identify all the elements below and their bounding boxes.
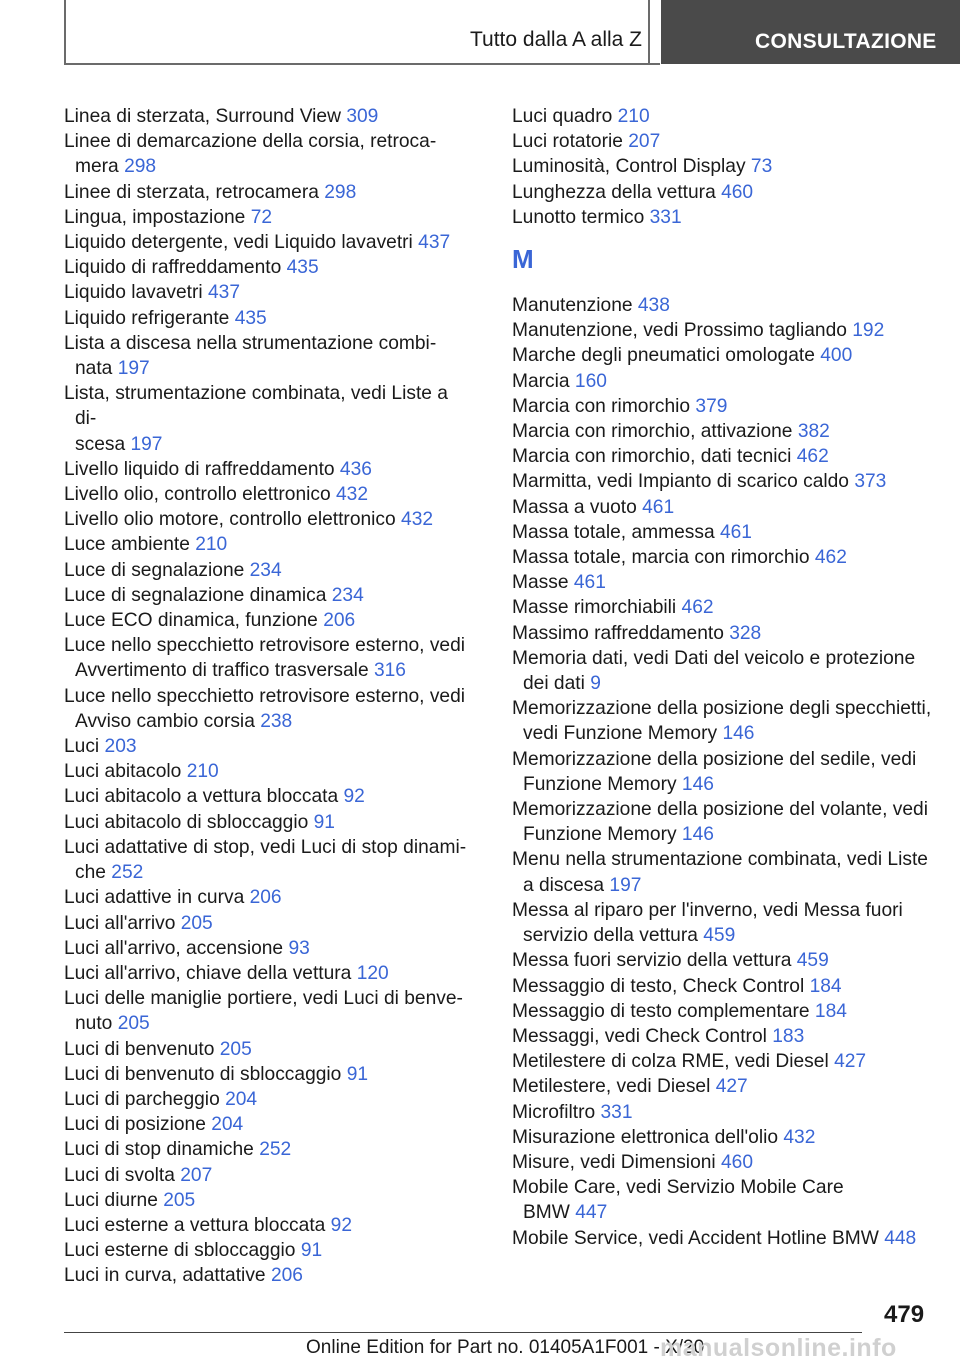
index-entry-term: Masse: [512, 572, 569, 594]
index-entry-term: Luminosità, Control Display: [512, 156, 746, 178]
index-entry-term: Linee di demarcazione della corsia, retroca- mera: [64, 131, 437, 178]
index-entry: [512, 1175, 932, 1225]
index-entry-term: Memorizzazione della posizione del sedile, vedi Funzione Memory: [512, 748, 917, 795]
index-entry-term: Memoria dati, vedi Dati del veicolo e protezione dei dati: [512, 647, 916, 695]
chapter-tab[interactable]: [661, 0, 960, 64]
index-entry-term: Luci di svolta: [64, 1164, 175, 1186]
index-entry: [512, 129, 932, 154]
index-entry: [512, 318, 932, 343]
index-entry-term: Liquido detergente, vedi Liquido lavavetri: [64, 232, 413, 254]
index-entry: [512, 545, 932, 570]
page-reference-link[interactable]: 9: [590, 673, 601, 695]
index-entry-term: Mobile Service, vedi Accident Hotline BMW: [512, 1227, 879, 1249]
index-entry-term: Luci di stop dinamiche: [64, 1139, 254, 1161]
index-entry: [64, 885, 474, 910]
index-entry: [64, 230, 474, 255]
index-entry-term: Marcia con rimorchio, attivazione: [512, 421, 793, 443]
index-entry: [64, 1112, 474, 1137]
page-reference-link[interactable]: 400: [820, 345, 853, 367]
index-entry: [512, 495, 932, 520]
index-entry-term: Messaggio di testo complementare: [512, 1000, 810, 1022]
index-entry-term: Messa al riparo per l'inverno, vedi Messa fuori servizio della vettura: [512, 899, 903, 947]
page-reference-link[interactable]: 197: [117, 358, 150, 380]
index-entry: [512, 570, 932, 595]
index-entry: [64, 532, 474, 557]
index-entry-term: Linea di sterzata, Surround View: [64, 106, 341, 127]
index-entry-term: Messaggio di testo, Check Control: [512, 975, 805, 997]
index-entry: [64, 810, 474, 835]
index-entry-term: Lunotto termico: [512, 206, 645, 228]
page-reference-link[interactable]: 437: [208, 282, 241, 304]
index-entry-term: Liquido di raffreddamento: [64, 257, 282, 279]
index-entry: [64, 205, 474, 230]
page-reference-link[interactable]: 438: [637, 295, 670, 317]
index-column-left: [64, 104, 474, 1289]
index-entry-term: Luci all'arrivo, accensione: [64, 937, 284, 959]
index-group-l-continued: [512, 104, 932, 230]
index-entry: [512, 293, 932, 318]
page-reference-link[interactable]: 331: [600, 1101, 633, 1123]
page-reference-link[interactable]: 204: [211, 1114, 244, 1136]
index-entry: [64, 1087, 474, 1112]
page-reference-link[interactable]: 207: [628, 131, 661, 153]
index-entry-term: Luce nello specchietto retrovisore esterno, vedi Avvertimento di traffico trasversale: [64, 635, 466, 682]
index-entry: [64, 911, 474, 936]
index-entry: [64, 1263, 474, 1288]
index-entry: [512, 847, 932, 897]
page-reference-link[interactable]: 460: [721, 181, 754, 203]
page-reference-link[interactable]: 91: [300, 1240, 323, 1262]
index-entry: [512, 797, 932, 847]
page-reference-link[interactable]: 210: [195, 534, 228, 556]
page-reference-link[interactable]: 203: [104, 736, 137, 758]
page-reference-link[interactable]: 461: [719, 521, 752, 543]
index-entry: [64, 457, 474, 482]
page-reference-link[interactable]: 93: [288, 937, 310, 959]
index-entry: [64, 306, 474, 331]
index-entry-term: Luci abitacolo a vettura bloccata: [64, 786, 339, 808]
watermark-logo: manualsonline.info: [660, 1334, 897, 1362]
page-reference-link[interactable]: 460: [721, 1151, 754, 1173]
index-entry-term: Menu nella strumentazione combinata, vedi Liste a discesa: [512, 849, 928, 896]
index-entry-term: Massimo raffreddamento: [512, 622, 724, 644]
index-entry-term: Mobile Care, vedi Servizio Mobile Care BMW: [512, 1177, 844, 1224]
page-reference-link[interactable]: 328: [729, 622, 762, 644]
page-reference-link[interactable]: 432: [783, 1126, 816, 1148]
index-entry-term: Luci all'arrivo, chiave della vettura: [64, 962, 352, 984]
page-reference-link[interactable]: 447: [575, 1202, 608, 1224]
index-entry: [512, 999, 932, 1024]
page-reference-link[interactable]: 234: [331, 584, 364, 606]
index-entry: [64, 1188, 474, 1213]
page-reference-link[interactable]: 373: [854, 471, 887, 493]
index-entry: [512, 369, 932, 394]
index-entry-term: Luci di benvenuto: [64, 1038, 215, 1060]
page-reference-link[interactable]: 184: [809, 975, 842, 997]
index-entry: [512, 394, 932, 419]
index-entry-term: Metilestere di colza RME, vedi Diesel: [512, 1051, 829, 1073]
index-entry-term: Livello olio, controllo elettronico: [64, 484, 331, 506]
index-entry-term: Marcia con rimorchio, dati tecnici: [512, 446, 792, 468]
index-entry: [512, 343, 932, 368]
page-reference-link[interactable]: 205: [163, 1189, 196, 1211]
page-reference-link[interactable]: 146: [681, 773, 714, 795]
index-entry-term: Manutenzione, vedi Prossimo tagliando: [512, 320, 847, 342]
page-reference-link[interactable]: 432: [335, 484, 368, 506]
index-entry-term: Marcia con rimorchio: [512, 395, 691, 417]
page-reference-link[interactable]: 298: [324, 181, 357, 203]
index-entry-term: Lista a discesa nella strumentazione combi- nata: [64, 332, 437, 380]
index-entry-term: Luci all'arrivo: [64, 912, 176, 934]
page-reference-link[interactable]: 379: [695, 395, 728, 417]
index-entry: [512, 595, 932, 620]
index-entry: [64, 759, 474, 784]
page-reference-link[interactable]: 183: [772, 1025, 805, 1047]
index-entry: [64, 961, 474, 986]
index-entry-term: Luci in curva, adattative: [64, 1265, 266, 1287]
index-entry-term: Messa fuori servizio della vettura: [512, 950, 792, 972]
page-reference-link[interactable]: 91: [346, 1063, 369, 1085]
page-reference-link[interactable]: 252: [111, 862, 144, 884]
index-entry: [512, 974, 932, 999]
header-rule-left: [64, 0, 66, 64]
index-entry-term: Marche degli pneumatici omologate: [512, 345, 815, 367]
index-entry-term: Luci adattative di stop, vedi Luci di stop dinami- che: [64, 836, 467, 884]
index-entry: [512, 419, 932, 444]
index-entry: [512, 1226, 932, 1251]
page-reference-link[interactable]: 72: [250, 206, 273, 228]
index-entry: [64, 482, 474, 507]
index-entry-term: Livello liquido di raffreddamento: [64, 458, 335, 480]
page-reference-link[interactable]: 435: [286, 257, 319, 279]
page-reference-link[interactable]: 210: [617, 106, 650, 127]
page-reference-link[interactable]: 432: [401, 509, 434, 531]
index-entry-term: Massa totale, ammessa: [512, 521, 715, 543]
index-entry: [64, 784, 474, 809]
index-entry: [64, 936, 474, 961]
page-reference-link[interactable]: 252: [259, 1139, 292, 1161]
section-title: Tutto dalla A alla Z: [470, 28, 642, 51]
page-number: 479: [884, 1301, 925, 1328]
index-entry: [512, 154, 932, 179]
page-reference-link[interactable]: 461: [573, 572, 606, 594]
index-entry-term: Luci abitacolo: [64, 761, 182, 783]
page-reference-link[interactable]: 462: [681, 597, 714, 619]
index-entry: [512, 1024, 932, 1049]
page-reference-link[interactable]: 437: [418, 232, 451, 254]
page-reference-link[interactable]: 309: [346, 106, 379, 127]
page-reference-link[interactable]: 92: [343, 786, 365, 808]
index-group-m: [512, 293, 932, 1251]
index-entry-term: Massa a vuoto: [512, 496, 637, 518]
index-entry: [64, 280, 474, 305]
index-entry-term: Memorizzazione della posizione degli specchietti, vedi Funzione Memory: [512, 698, 932, 745]
index-entry-term: Luci diurne: [64, 1189, 158, 1211]
index-entry: [512, 520, 932, 545]
page-reference-link[interactable]: 427: [715, 1076, 748, 1098]
index-entry: [512, 1100, 932, 1125]
index-entry-term: Luci esterne a vettura bloccata: [64, 1214, 326, 1236]
index-entry-term: Manutenzione: [512, 295, 633, 317]
index-entry: [512, 1074, 932, 1099]
index-entry: [64, 1037, 474, 1062]
header-rule-bottom: [64, 63, 660, 65]
index-entry-term: Memorizzazione della posizione del volante, vedi Funzione Memory: [512, 799, 928, 846]
section-letter-heading: M: [512, 244, 534, 275]
index-entry-term: Lingua, impostazione: [64, 206, 246, 228]
index-entry: [512, 1049, 932, 1074]
index-entry: [64, 1238, 474, 1263]
page-reference-link[interactable]: 382: [797, 421, 830, 443]
index-entry-term: Misurazione elettronica dell'olio: [512, 1126, 779, 1148]
index-entry-term: Marmitta, vedi Impianto di scarico caldo: [512, 471, 849, 493]
index-entry: [64, 104, 474, 129]
index-entry-term: Luci di benvenuto di sbloccaggio: [64, 1063, 342, 1085]
index-entry: [512, 747, 932, 797]
index-entry: [64, 1163, 474, 1188]
page-reference-link[interactable]: 427: [834, 1051, 867, 1073]
index-entry-term: Lista, strumentazione combinata, vedi Liste a di- scesa: [64, 383, 448, 455]
index-entry-term: Livello olio motore, controllo elettronico: [64, 509, 396, 531]
index-entry: [64, 331, 474, 381]
page-reference-link[interactable]: 160: [574, 370, 607, 392]
index-entry: [64, 129, 474, 179]
page-reference-link[interactable]: 207: [180, 1164, 213, 1186]
page-reference-link[interactable]: 146: [722, 723, 755, 745]
index-entry-term: Metilestere, vedi Diesel: [512, 1076, 711, 1098]
index-entry: [64, 734, 474, 759]
index-entry-term: Luce nello specchietto retrovisore esterno, vedi Avviso cambio corsia: [64, 685, 466, 732]
index-entry: [64, 1213, 474, 1238]
index-entry-term: Luci di parcheggio: [64, 1088, 220, 1110]
header-rule-divider: [648, 0, 650, 64]
page-reference-link[interactable]: 184: [814, 1000, 847, 1022]
index-entry-term: Misure, vedi Dimensioni: [512, 1151, 716, 1173]
page-reference-link[interactable]: 435: [234, 307, 267, 329]
index-entry: [64, 608, 474, 633]
page-reference-link[interactable]: 331: [649, 206, 682, 228]
index-entry-term: Luce di segnalazione dinamica: [64, 584, 327, 606]
page-reference-link[interactable]: 120: [356, 962, 389, 984]
page-reference-link[interactable]: 73: [750, 156, 773, 178]
index-entry-term: Lunghezza della vettura: [512, 181, 716, 203]
index-entry: [64, 255, 474, 280]
index-entry: [512, 898, 932, 948]
index-entry-term: Luce ambiente: [64, 534, 190, 556]
page-reference-link[interactable]: 234: [249, 559, 282, 581]
page-reference-link[interactable]: 210: [186, 761, 219, 783]
index-entry: [512, 205, 932, 230]
page-reference-link[interactable]: 462: [814, 547, 847, 569]
index-entry: [512, 104, 932, 129]
index-entry-term: Luci adattive in curva: [64, 887, 245, 909]
page-reference-link[interactable]: 461: [642, 496, 675, 518]
footer-rule: [64, 1332, 862, 1333]
page-reference-link[interactable]: 92: [330, 1214, 353, 1236]
index-entry-term: Liquido refrigerante: [64, 307, 230, 329]
page-reference-link[interactable]: 206: [323, 610, 356, 632]
page-reference-link[interactable]: 146: [681, 824, 714, 846]
index-entry-term: Masse rimorchiabili: [512, 597, 677, 619]
index-entry-term: Linee di sterzata, retrocamera: [64, 181, 319, 203]
index-entry-term: Messaggi, vedi Check Control: [512, 1025, 767, 1047]
index-entry-term: Luce ECO dinamica, funzione: [64, 610, 318, 632]
index-entry-term: Luci quadro: [512, 106, 613, 127]
index-entry-term: Luci delle maniglie portiere, vedi Luci di benve- nuto: [64, 988, 463, 1035]
page-reference-link[interactable]: 298: [124, 156, 157, 178]
index-entry: [512, 180, 932, 205]
index-entry: [512, 948, 932, 973]
page-reference-link[interactable]: 459: [796, 950, 829, 972]
chapter-tab-label: CONSULTAZIONE: [755, 30, 937, 53]
index-entry-term: Luci rotatorie: [512, 131, 623, 153]
index-column-right: [512, 104, 932, 1251]
page-reference-link[interactable]: 91: [313, 811, 335, 833]
page-reference-link[interactable]: 197: [130, 433, 163, 455]
index-entry-term: Massa totale, marcia con rimorchio: [512, 547, 810, 569]
page-reference-link[interactable]: 462: [796, 446, 829, 468]
page-reference-link[interactable]: 197: [609, 874, 642, 896]
page-reference-link[interactable]: 436: [339, 458, 372, 480]
index-entry: [512, 469, 932, 494]
page-reference-link[interactable]: 204: [225, 1088, 258, 1110]
index-entry: [64, 381, 474, 457]
page-reference-link[interactable]: 238: [260, 710, 293, 732]
page-reference-link[interactable]: 205: [117, 1013, 150, 1035]
index-entry: [64, 1137, 474, 1162]
index-entry: [512, 646, 932, 696]
index-entry: [64, 507, 474, 532]
index-entry-term: Marcia: [512, 370, 570, 392]
index-entry: [64, 835, 474, 885]
page-reference-link[interactable]: 205: [180, 912, 213, 934]
index-entry: [64, 180, 474, 205]
index-entry-term: Luci esterne di sbloccaggio: [64, 1240, 296, 1262]
page-reference-link[interactable]: 206: [249, 887, 282, 909]
page-reference-link[interactable]: 448: [884, 1227, 917, 1249]
index-entry: [64, 558, 474, 583]
index-entry: [512, 444, 932, 469]
page-reference-link[interactable]: 316: [373, 660, 406, 682]
index-entry: [512, 621, 932, 646]
index-entry: [512, 1150, 932, 1175]
index-entry-term: Microfiltro: [512, 1101, 596, 1123]
index-entry-term: Luci: [64, 736, 100, 758]
page-reference-link[interactable]: 205: [219, 1038, 252, 1060]
page-reference-link[interactable]: 459: [703, 925, 736, 947]
index-entry: [64, 986, 474, 1036]
index-entry: [64, 1062, 474, 1087]
index-entry: [64, 583, 474, 608]
index-entry-term: Luci abitacolo di sbloccaggio: [64, 811, 309, 833]
index-entry: [64, 684, 474, 734]
index-entry-term: Luci di posizione: [64, 1114, 206, 1136]
edition-text: Online Edition for Part no. 01405A1F001 - X/20: [306, 1337, 705, 1358]
index-entry-term: Liquido lavavetri: [64, 282, 203, 304]
page-reference-link[interactable]: 192: [852, 320, 885, 342]
index-entry-term: Luce di segnalazione: [64, 559, 245, 581]
index-entry: [64, 633, 474, 683]
page-reference-link[interactable]: 206: [270, 1265, 303, 1287]
index-entry: [512, 1125, 932, 1150]
index-entry: [512, 696, 932, 746]
